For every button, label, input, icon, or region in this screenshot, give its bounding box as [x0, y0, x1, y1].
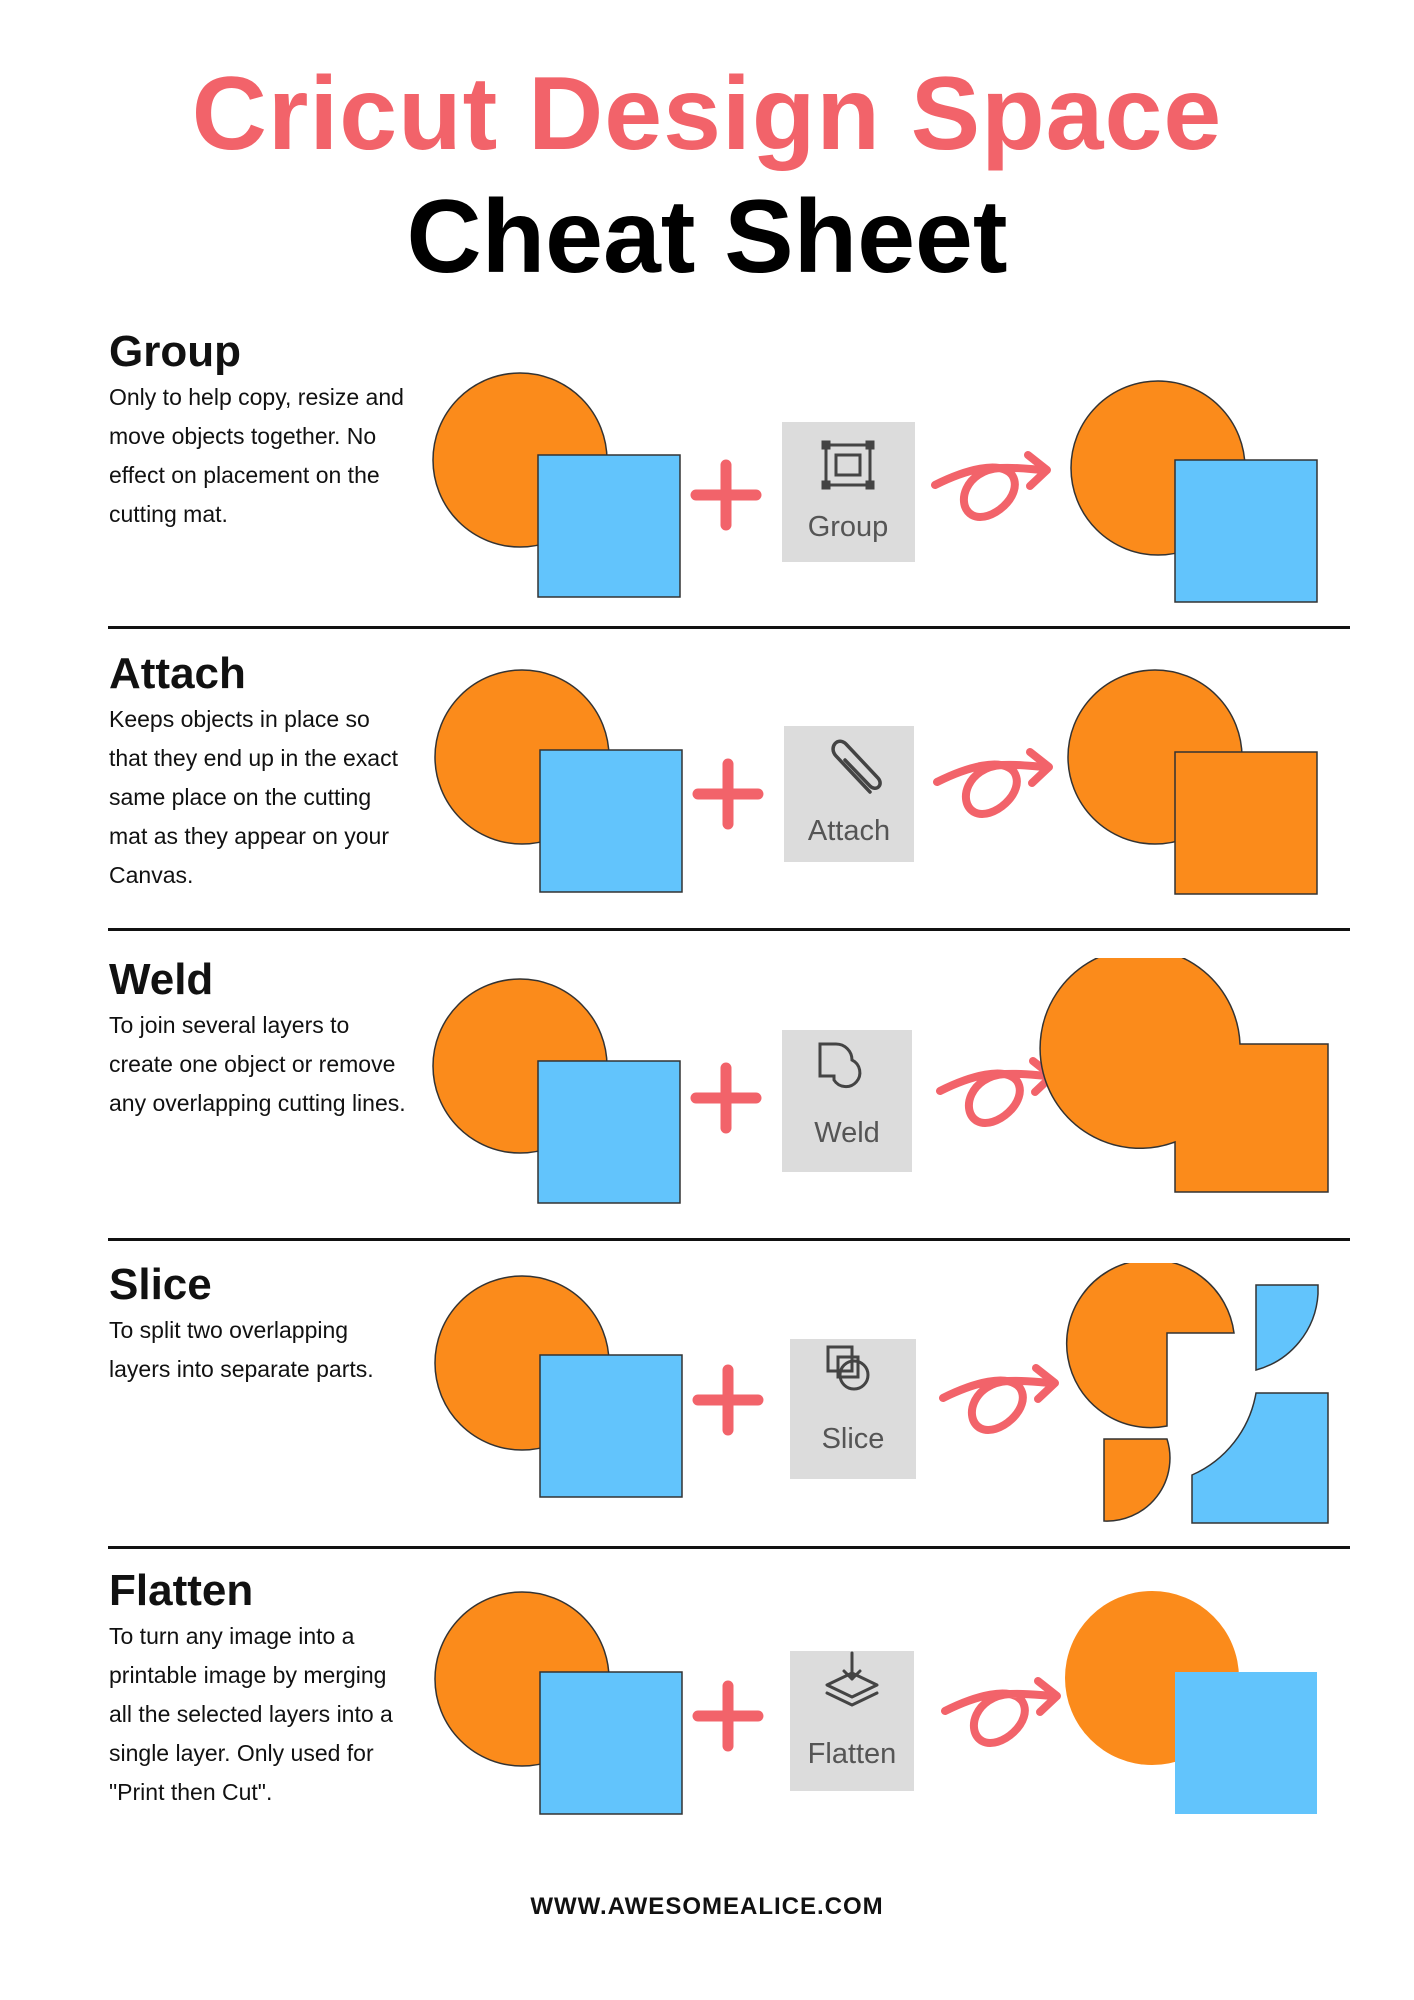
after-shapes [1065, 1591, 1317, 1814]
divider [108, 928, 1350, 931]
arrow-icon [945, 1681, 1057, 1743]
before-shapes [435, 670, 682, 892]
arrow-icon [943, 1368, 1055, 1430]
flatten-button [790, 1651, 914, 1791]
section-title: Slice [109, 1260, 212, 1309]
orange-slice-corner [1104, 1439, 1170, 1521]
section-title: Group [109, 327, 241, 376]
button-label: Slice [821, 1423, 885, 1455]
blue-square [1175, 1672, 1317, 1814]
button-label: Flatten [807, 1738, 897, 1770]
section-flatten [0, 1566, 1414, 1869]
section-description: Keeps objects in place so that they end up in the exact same place on the cutting mat as they appear on your Canvas. [109, 706, 398, 888]
blue-square [538, 455, 680, 597]
plus-icon [698, 1686, 758, 1746]
blue-slice-piece [1192, 1393, 1328, 1523]
before-shapes [435, 1276, 682, 1497]
divider [108, 626, 1350, 629]
blue-slice-corner [1256, 1285, 1318, 1370]
welded-shape [1040, 958, 1328, 1192]
section-title: Flatten [109, 1566, 254, 1615]
button-label: Group [807, 511, 889, 543]
attach-button [784, 726, 914, 862]
blue-square [538, 1061, 680, 1203]
blue-square [540, 1355, 682, 1497]
before-shapes [433, 979, 680, 1203]
after-shapes [1067, 1263, 1328, 1523]
button-label: Attach [807, 815, 891, 847]
title-line-2: Cheat Sheet [406, 179, 1008, 295]
section-description: Only to help copy, resize and move objects together. No effect on placement on the cutting mat. [109, 384, 404, 527]
after-shapes [1071, 381, 1317, 602]
section-description: To split two overlapping layers into separate parts. [109, 1317, 374, 1382]
arrow-icon [937, 752, 1049, 814]
group-button [782, 422, 915, 562]
title-line-1: Cricut Design Space [191, 56, 1223, 172]
section-description: To join several layers to create one object or remove any overlapping cutting lines. [109, 1012, 406, 1116]
section-group [0, 327, 1414, 630]
plus-icon [698, 1370, 758, 1430]
section-attach [0, 649, 1414, 942]
blue-square [1175, 460, 1317, 602]
arrow-icon [935, 455, 1047, 517]
attach-illustration [0, 649, 1414, 942]
plus-icon [698, 764, 758, 824]
orange-square [1175, 752, 1317, 894]
weld-button [782, 1030, 912, 1172]
plus-icon [696, 465, 756, 525]
weld-illustration [0, 955, 1414, 1258]
arrow-icon [940, 1061, 1052, 1123]
section-title: Attach [109, 649, 246, 698]
flatten-illustration [0, 1566, 1414, 1869]
section-description: To turn any image into a printable image by merging all the selected layers into a single layer. Only used for "Print then Cut". [109, 1623, 393, 1805]
group-illustration [0, 327, 1414, 630]
after-shapes [1040, 958, 1328, 1192]
after-shapes [1068, 670, 1317, 894]
divider [108, 1238, 1350, 1241]
slice-button [790, 1339, 916, 1479]
slice-illustration [0, 1260, 1414, 1553]
divider [108, 1546, 1350, 1549]
blue-square [540, 1672, 682, 1814]
before-shapes [435, 1592, 682, 1814]
orange-slice-piece [1067, 1263, 1234, 1428]
section-weld [0, 955, 1414, 1258]
button-label: Weld [814, 1117, 880, 1149]
before-shapes [433, 373, 680, 597]
plus-icon [696, 1068, 756, 1128]
blue-square [540, 750, 682, 892]
website-footer: WWW.AWESOMEALICE.COM [530, 1893, 884, 1920]
section-slice [0, 1260, 1414, 1553]
section-title: Weld [109, 955, 214, 1004]
